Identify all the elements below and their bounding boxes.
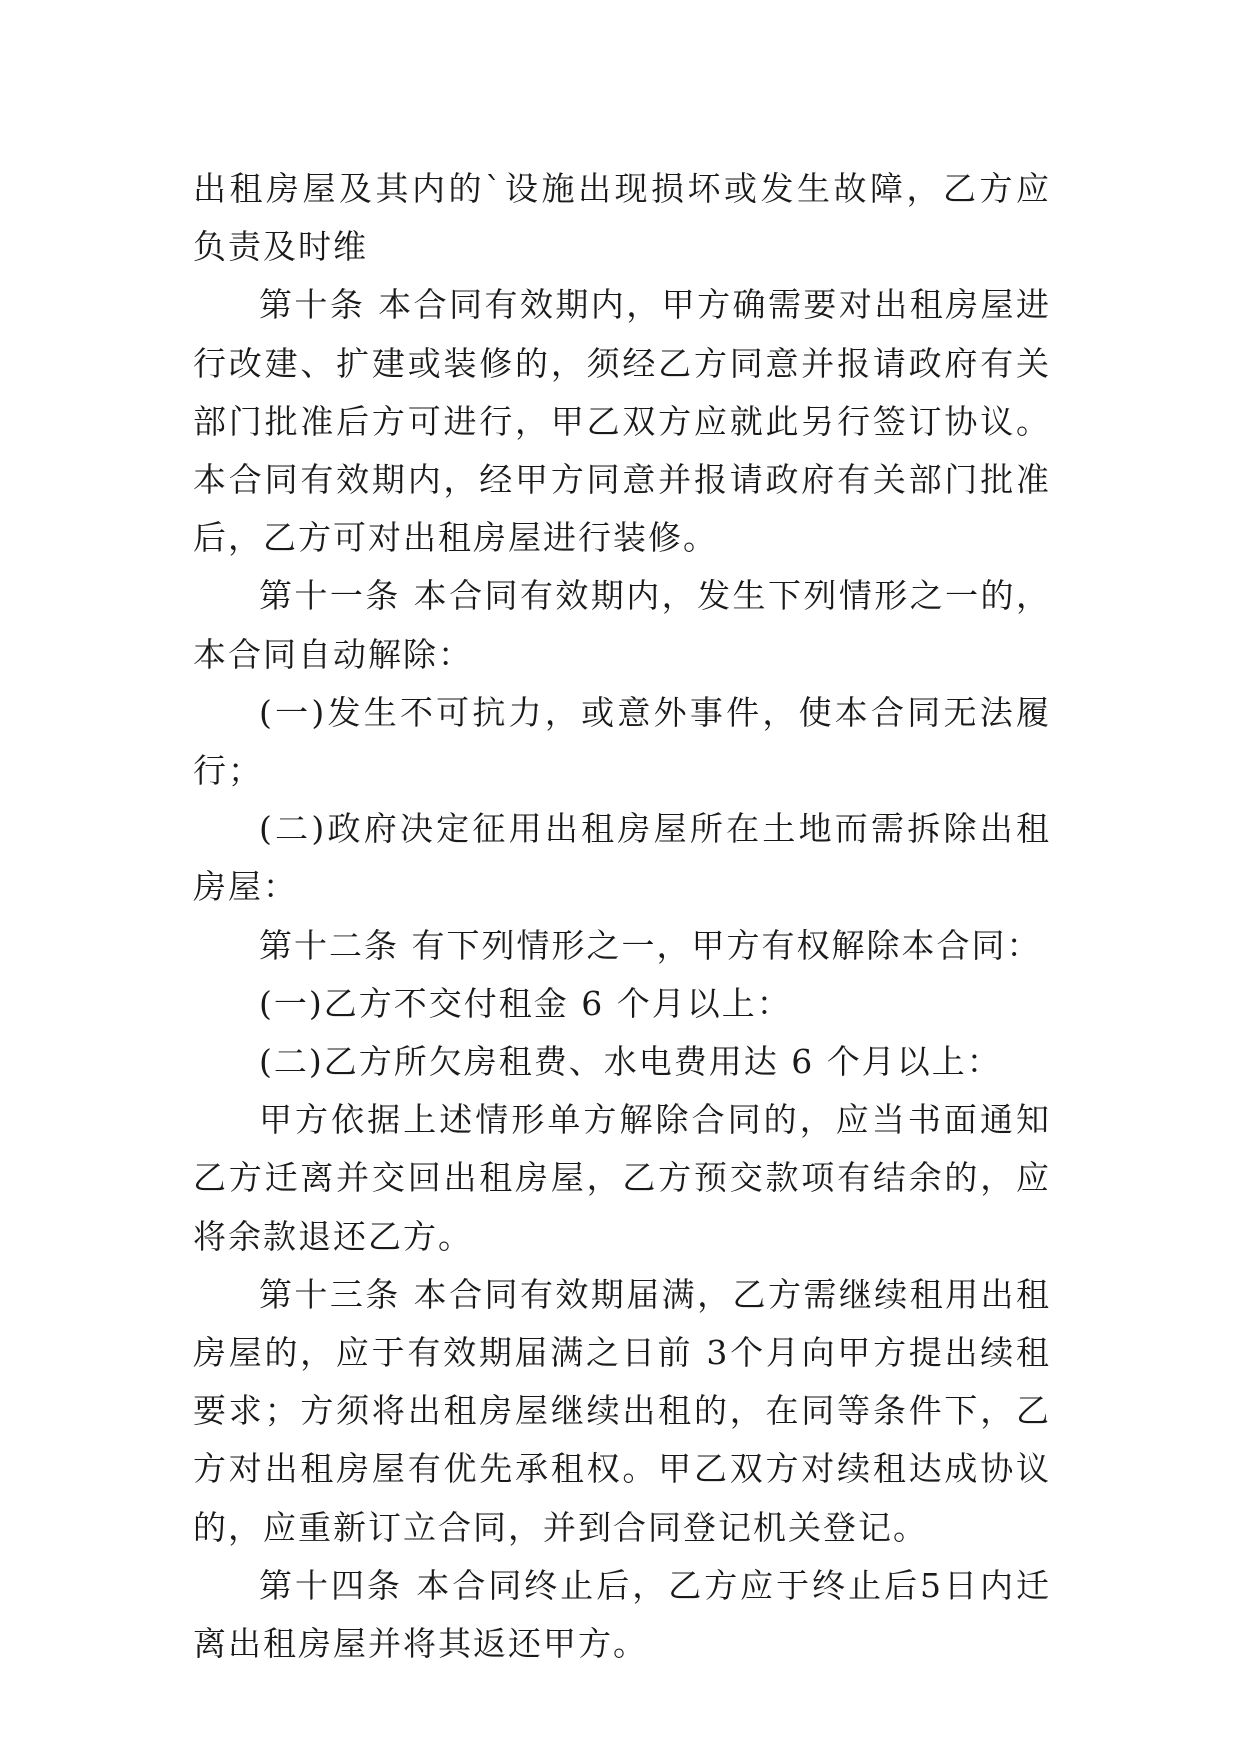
paragraph-article-11: 第十一条 本合同有效期内，发生下列情形之一的，本合同自动解除： (193, 576, 1051, 674)
paragraph-article-11-item-2: (二)政府决定征用出租房屋所在土地而需拆除出租房屋： (193, 809, 1051, 907)
paragraph-article-11-item-1: (一)发生不可抗力，或意外事件，使本合同无法履行； (193, 692, 1051, 791)
paragraph-article-12: 第十二条 有下列情形之一，甲方有权解除本合同： (259, 925, 1042, 965)
paragraph-1: 出租房屋及其内的`设施出现损坏或发生故障，乙方应负责及时维 (193, 169, 1051, 267)
paragraph-article-13: 第十三条 本合同有效期届满，乙方需继续租用出租房屋的，应于有效期届满之日前 3个月向甲方提出续租要求；方须将出租房屋继续出租的，在同等条件下，乙方对出租房屋有优先承租权。甲乙双方对续租达成协议的，应重新订立合同，并到合同登记机关登记。 (193, 1274, 1051, 1547)
paragraph-article-12-note: 甲方依据上述情形单方解除合同的，应当书面通知乙方迁离并交回出租房屋，乙方预交款项有结余的，应将余款退还乙方。 (193, 1100, 1051, 1256)
paragraph-article-12-item-1: (一)乙方不交付租金 6 个月以上： (259, 983, 792, 1023)
paragraph-article-12-item-2: (二)乙方所欠房租费、水电费用达 6 个月以上： (259, 1042, 1002, 1082)
paragraph-article-14: 第十四条 本合同终止后，乙方应于终止后5日内迁离出租房屋并将其返还甲方。 (193, 1565, 1051, 1664)
paragraph-article-10: 第十条 本合同有效期内，甲方确需要对出租房屋进行改建、扩建或装修的，须经乙方同意并报请政府有关部门批准后方可进行，甲乙双方应就此另行签订协议。本合同有效期内，经甲方同意并报请政府有关部门批准后，乙方可对出租房屋进行装修。 (193, 285, 1051, 558)
document-body (193, 160, 1051, 1673)
